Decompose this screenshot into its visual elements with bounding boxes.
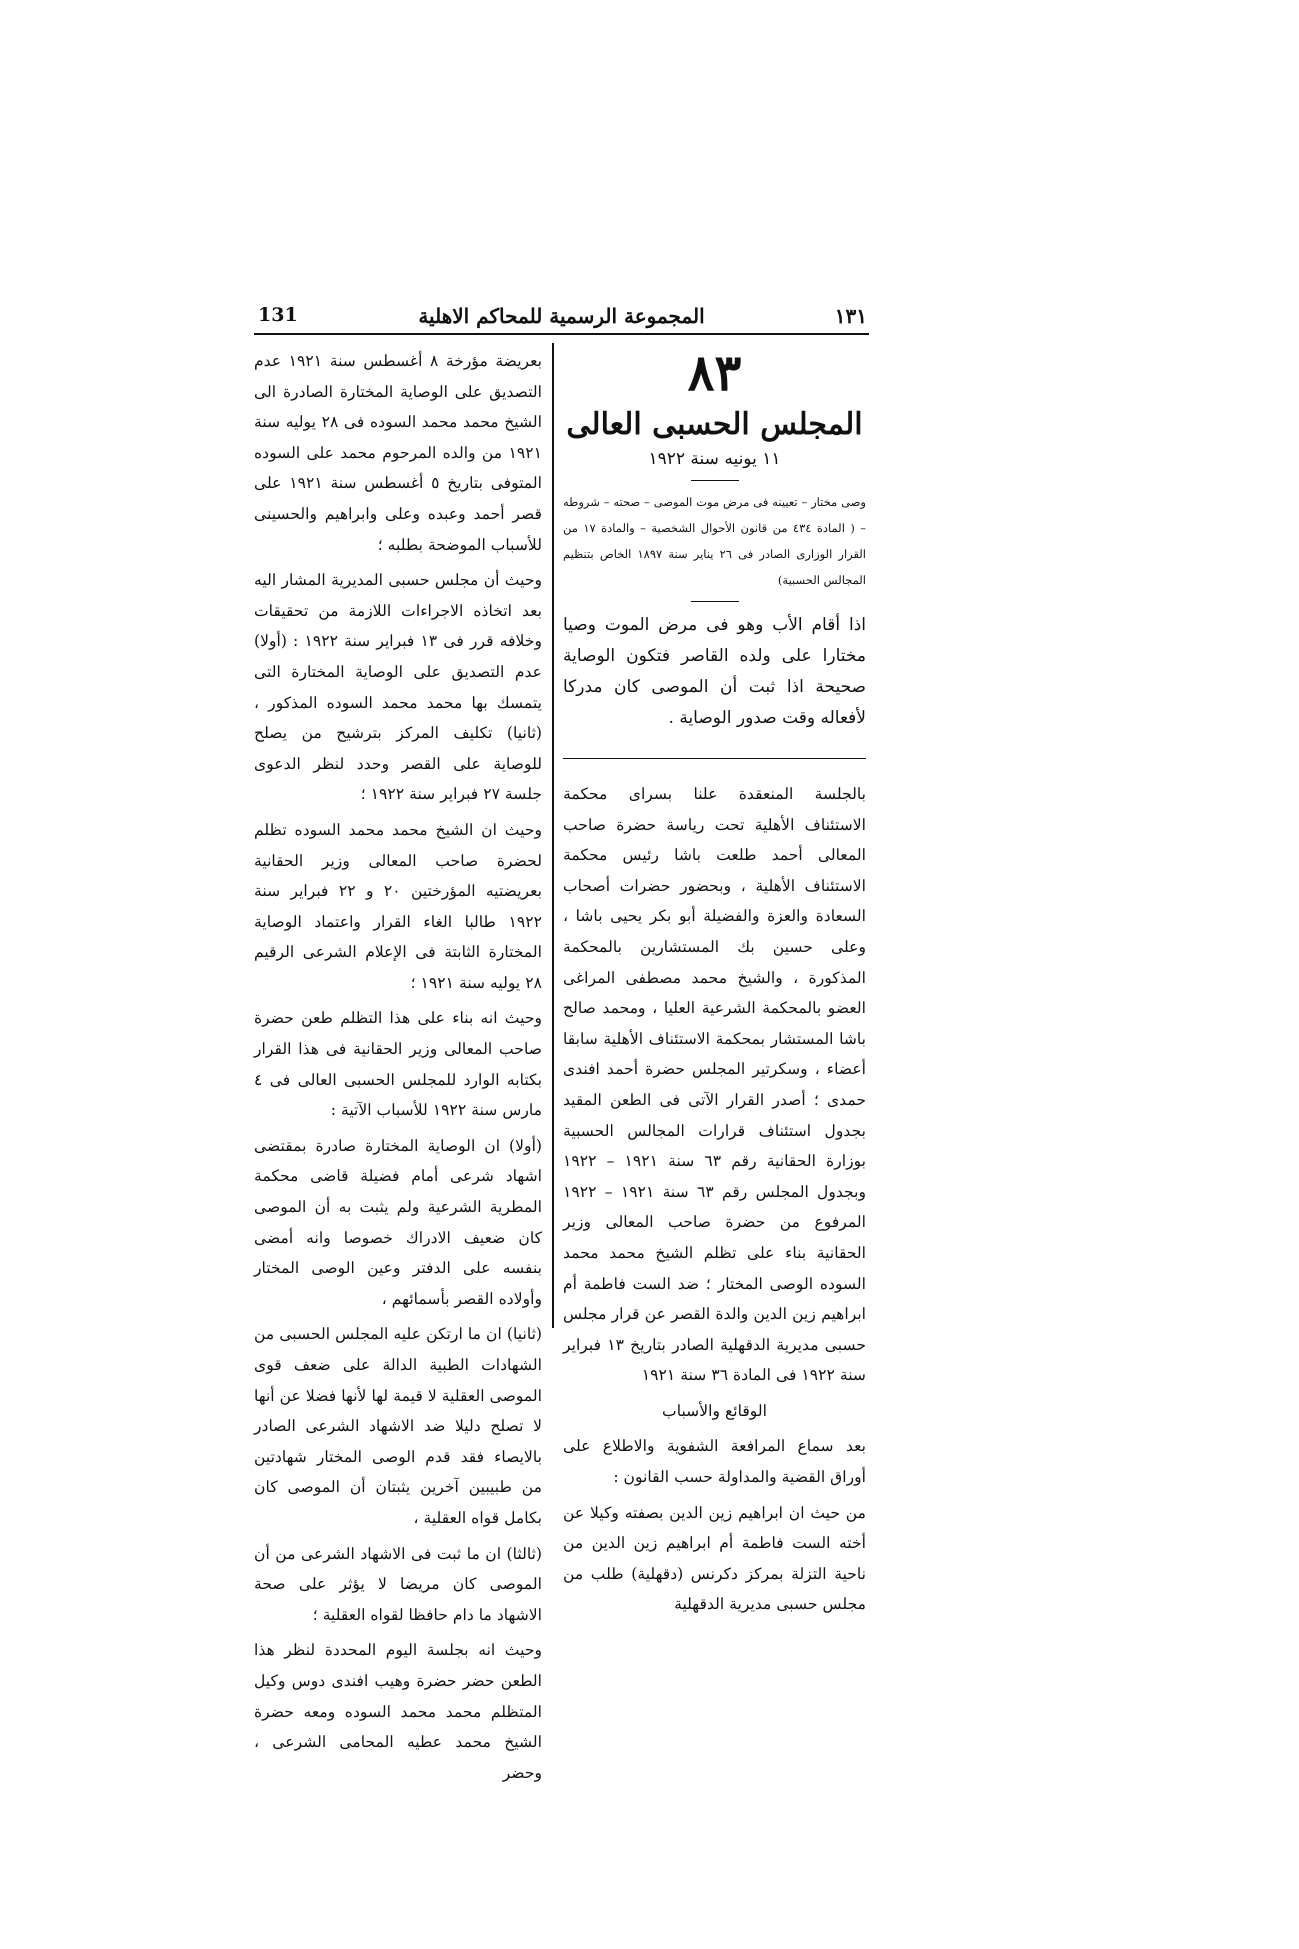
session-paragraph: بالجلسة المنعقدة علنا بسراى محكمة الاستئناف الأهلية تحت رياسة حضرة صاحب المعالى أحمد طلعت باشا رئيس محكمة الاستئناف الأهلية ، وبحضور حضرات أصحاب السعادة والعزة والفضيلة أبو بكر يحيى باشا ، وعلى حسين بك المستشارين بالمحكمة المذكورة ، والشيخ محمد مصطفى المراغى العضو بالمحكمة الشرعية العليا ، ومحمد صالح باشا المستشار بمحكمة الاستئناف الأهلية سابقا أعضاء ، وسكرتير المجلس حضرة أحمد افندى حمدى ؛ أصدر القرار الآتى فى الطعن المقيد بجدول استئناف قرارات المجالس الحسبية بوزارة الحقانية رقم ٦٣ سنة ١٩٢١ – ١٩٢٢ وبجدول المجلس رقم ٦٣ سنة ١٩٢١ – ١٩٢٢ المرفوع من حضرة صاحب المعالى وزير الحقانية بناء على تظلم الشيخ محمد محمد السوده الوصى المختار ؛ ضد الست فاطمة أم ابراهيم زين الدين والدة القصر عن قرار مجلس حسبى مديرية الدقهلية الصادر بتاريخ ١٣ فبراير سنة ١٩٢٢ فى المادة ٣٦ سنة ١٩٢١ [563,785,867,1385]
page-number-arabic: ١٣١ [834,304,867,328]
facts-intro: بعد سماع المرافعة الشفوية والاطلاع على أوراق القضية والمداولة حسب القانون : [563,1437,866,1487]
paragraph-8: وحيث انه بجلسة اليوم المحددة لنظر هذا الطعن حضر حضرة وهيب افندى دوس وكيل المتظلم محمد محمد السوده ومعه حضرة الشيخ محمد عطيه المحامى الشرعى ، وحضر [254,1641,542,1782]
court-name: المجلس الحسبى العالى [566,407,863,442]
page-number-latin: 131 [258,304,298,326]
facts-heading: الوقائع والأسباب [662,1401,767,1420]
title-rule [691,480,739,481]
case-number: ٨٣ [687,343,742,402]
right-column [563,343,867,1625]
paragraph-6: (ثانيا) ان ما ارتكن عليه المجلس الحسبى من الشهادات الطبية الدالة على ضعف قوى الموصى العقلية لا قيمة لها لأنها فضلا عن أنها لا تصلح دليلا ضد الاشهاد الشرعى الصادر بالايصاء فقد قدم الوصى المختار شهادتين من طبيبين آخرين يثبتان أن الموصى كان بكامل قواه العقلية ، [254,1325,542,1527]
running-title: المجموعة الرسمية للمحاكم الاهلية [418,304,705,328]
paragraph-7: (ثالثا) ان ما ثبت فى الاشهاد الشرعى من أن الموصى كان مريضا لا يؤثر على صحة الاشهاد ما دام حافظا لقواه العقلية ؛ [254,1544,542,1624]
paragraph-3: وحيث ان الشيخ محمد محمد السوده تظلم لحضرة صاحب المعالى وزير الحقانية بعريضتيه المؤرختين ٢٠ و ٢٢ فبراير سنة ١٩٢٢ طالبا الغاء القرار واعتماد الوصاية المختارة الثابتة فى الإعلام الشرعى الرقيم ٢٨ يوليه سنة ١٩٢١ ؛ [254,820,542,992]
left-column [254,346,542,1793]
case-keywords: وصى مختار – تعيينه فى مرض موت الموصى – صحته – شروطه – ( المادة ٤٣٤ من قانون الأحوال الشخصية – والمادة ١٧ من القرار الوزارى الصادر فى ٢٦ يناير سنة ١٨٩٧ الخاص بتنظيم المجالس الحسبية) [563,495,867,587]
facts-paragraph: من حيث ان ابراهيم زين الدين بصفته وكيلا عن أخته الست فاطمة أم ابراهيم زين الدين من ناحية التزلة بمركز دكرنس (دقهلية) طلب من مجلس حسبى مديرية الدقهلية [563,1503,866,1614]
paragraph-1: بعريضة مؤرخة ٨ أغسطس سنة ١٩٢١ عدم التصديق على الوصاية المختارة الصادرة الى الشيخ محمد محمد السوده فى ٢٨ يوليه سنة ١٩٢١ من والده المرحوم محمد على السوده المتوفى بتاريخ ٥ أغسطس سنة ١٩٢١ على قصر أحمد وعبده وعلى وابراهيم والحسينى للأسباب الموضحة بطلبه ؛ [254,352,543,554]
page-header [254,304,869,334]
column-divider [552,343,554,1328]
paragraph-5: (أولا) ان الوصاية المختارة صادرة بمقتضى اشهاد شرعى أمام فضيلة قاضى محكمة المطرية الشرعية ولم يثبت به أن الموصى كان ضعيف الادراك خصوصا وانه أمضى بنفسه على الدفتر وعين الوصى المختار وأولاده القصر بأسمائهم ، [254,1136,542,1308]
paragraph-2: وحيث أن مجلس حسبى المديرية المشار اليه بعد اتخاذه الاجراءات اللازمة من تحقيقات وخلافه قرر فى ١٣ فبراير سنة ١٩٢٢ : (أولا) عدم التصديق على الوصاية المختارة التى يتمسك بها محمد محمد السوده المذكور ، (ثانيا) تكليف المركز بترشيح من يصلح للوصاية على القصر وحدد لنظر الدعوى جلسة ٢٧ فبراير سنة ١٩٢٢ ؛ [254,571,542,804]
case-summary: اذا أقام الأب وهو فى مرض الموت وصيا مختارا على ولده القاصر فتكون الوصاية صحيحة اذا ثبت أن الموصى كان مدركا لأفعاله وقت صدور الوصاية . [563,615,866,728]
paragraph-4: وحيث انه بناء على هذا التظلم طعن حضرة صاحب المعالى وزير الحقانية فى هذا القرار بكتابه الوارد للمجلس الحسبى العالى فى ٤ مارس سنة ١٩٢٢ للأسباب الآتية : [254,1009,542,1120]
keywords-rule [691,601,739,602]
header-rule [254,333,869,335]
decision-date: ١١ يونيه سنة ١٩٢٢ [648,449,781,469]
summary-rule [563,758,866,759]
